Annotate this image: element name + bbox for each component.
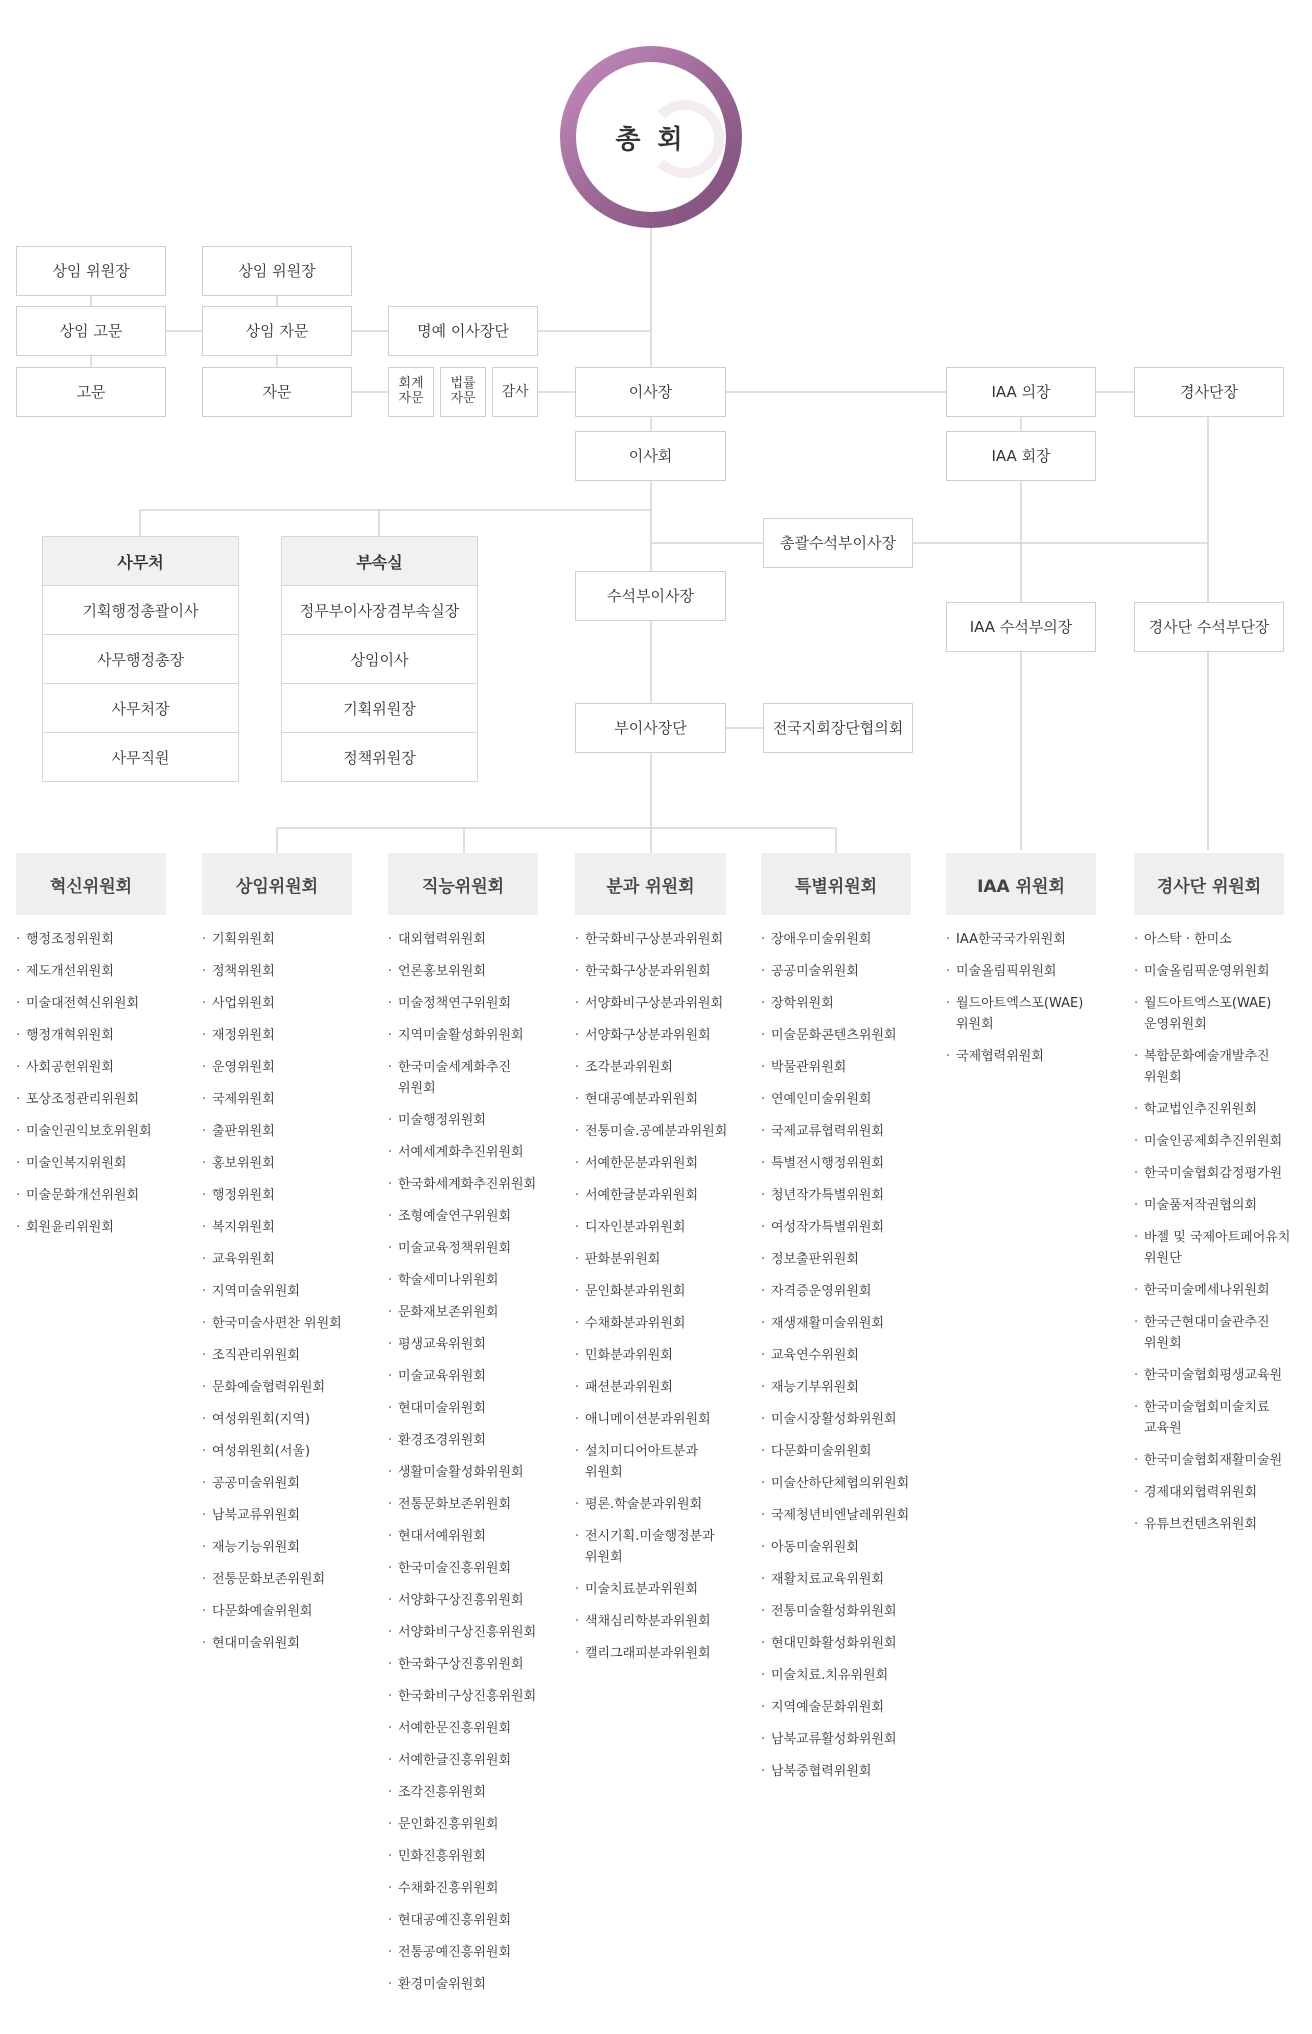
committee-list-item: · 남북중협력위원회 bbox=[761, 1761, 921, 1782]
committee-list-item: · 서양화비구상진흥위원회 bbox=[388, 1622, 548, 1643]
committee-list-standing bbox=[202, 929, 362, 1665]
committee-list-item: · 미술문화콘텐츠위원회 bbox=[761, 1025, 921, 1046]
committee-list-item: · 한국미술협회재활미술원 bbox=[1134, 1450, 1294, 1471]
committee-list-item: · 정보출판위원회 bbox=[761, 1249, 921, 1270]
committee-list-item: · 서예한문진흥위원회 bbox=[388, 1718, 548, 1739]
committee-list-item: · 미술치료.치유위원회 bbox=[761, 1665, 921, 1686]
committee-list-item: · 여성위원회(서울) bbox=[202, 1441, 362, 1462]
committee-list-item: · IAA한국국가위원회 bbox=[946, 929, 1106, 950]
committee-list-item: · 행정조정위원회 bbox=[16, 929, 176, 950]
committee-list-item: · 한국화세계화추진위원회 bbox=[388, 1174, 548, 1195]
committee-list-item: · 한국화구상분과위원회 bbox=[575, 961, 735, 982]
secretariat-item: 사무처장 bbox=[42, 683, 239, 733]
committee-list-item: · 미술행정위원회 bbox=[388, 1110, 548, 1131]
committee-list-item: · 홍보위원회 bbox=[202, 1153, 362, 1174]
committee-list-item: · 미술교육정책위원회 bbox=[388, 1238, 548, 1259]
committee-list-item: · 한국미술세계화추진 위원회 bbox=[388, 1057, 548, 1099]
committee-list-item: · 설치미디어아트분과 위원회 bbox=[575, 1441, 735, 1483]
accounting-consult-box: 회계 자문 bbox=[388, 367, 434, 417]
affiliate-office-item: 기획위원장 bbox=[281, 683, 478, 733]
committee-list-item: · 경제대외협력위원회 bbox=[1134, 1482, 1294, 1503]
committee-list-item: · 지역예술문화위원회 bbox=[761, 1697, 921, 1718]
committee-list-item: · 민화진흥위원회 bbox=[388, 1846, 548, 1867]
audit-box: 감사 bbox=[492, 367, 538, 417]
general-assembly-inner bbox=[576, 62, 726, 212]
committee-list-item: · 미술시장활성화위원회 bbox=[761, 1409, 921, 1430]
committee-list-item: · 재활치료교육위원회 bbox=[761, 1569, 921, 1590]
committee-list-item: · 문인화분과위원회 bbox=[575, 1281, 735, 1302]
secretariat-title: 사무처 bbox=[42, 536, 239, 586]
committee-list-item: · 미술문화개선위원회 bbox=[16, 1185, 176, 1206]
committee-list-item: · 언론홍보위원회 bbox=[388, 961, 548, 982]
committee-list-item: · 패션분과위원회 bbox=[575, 1377, 735, 1398]
affiliate-office-item: 정책위원장 bbox=[281, 732, 478, 782]
committee-list-item: · 제도개선위원회 bbox=[16, 961, 176, 982]
committee-list-item: · 대외협력위원회 bbox=[388, 929, 548, 950]
honorary-board-box: 명예 이사장단 bbox=[388, 306, 538, 356]
committee-list-item: · 수채화분과위원회 bbox=[575, 1313, 735, 1334]
committee-header-inspection: 경사단 위원회 bbox=[1134, 853, 1284, 915]
committee-list-item: · 전시기획.미술행정분과 위원회 bbox=[575, 1526, 735, 1568]
committee-list-item: · 공공미술위원회 bbox=[761, 961, 921, 982]
committee-list-item: · 연예인미술위원회 bbox=[761, 1089, 921, 1110]
committee-list-item: · 한국근현대미술관추진 위원회 bbox=[1134, 1312, 1294, 1354]
committee-list-item: · 출판위원회 bbox=[202, 1121, 362, 1142]
committee-list-special bbox=[761, 929, 921, 1793]
committee-list-item: · 조형예술연구위원회 bbox=[388, 1206, 548, 1227]
committee-list-item: · 월드아트엑스포(WAE) 운영위원회 bbox=[1134, 993, 1294, 1035]
committee-list-item: · 현대공예진흥위원회 bbox=[388, 1910, 548, 1931]
committee-list-item: · 미술정책연구위원회 bbox=[388, 993, 548, 1014]
committee-list-item: · 판화분위원회 bbox=[575, 1249, 735, 1270]
committee-list-item: · 행정위원회 bbox=[202, 1185, 362, 1206]
affiliate-office-item: 정무부이사장겸부속실장 bbox=[281, 585, 478, 635]
committee-header-standing: 상임위원회 bbox=[202, 853, 352, 915]
committee-list-item: · 아스탁 · 한미소 bbox=[1134, 929, 1294, 950]
committee-list-item: · 포상조정관리위원회 bbox=[16, 1089, 176, 1110]
committee-list-item: · 전통문화보존위원회 bbox=[388, 1494, 548, 1515]
committee-list-professional bbox=[388, 929, 548, 2006]
committee-header-professional: 직능위원회 bbox=[388, 853, 538, 915]
committee-list-item: · 현대공예분과위원회 bbox=[575, 1089, 735, 1110]
legal-consult-box: 법률 자문 bbox=[440, 367, 486, 417]
standing-advisor-box: 상임 고문 bbox=[16, 306, 166, 356]
regional-council-box: 전국지회장단협의회 bbox=[763, 703, 913, 753]
committee-list-item: · 복지위원회 bbox=[202, 1217, 362, 1238]
committee-list-item: · 정책위원회 bbox=[202, 961, 362, 982]
iaa-senior-vp-box: IAA 수석부의장 bbox=[946, 602, 1096, 652]
committee-list-item: · 다문화미술위원회 bbox=[761, 1441, 921, 1462]
committee-list-item: · 서예한문분과위원회 bbox=[575, 1153, 735, 1174]
committee-list-item: · 조각분과위원회 bbox=[575, 1057, 735, 1078]
inspection-head-box: 경사단장 bbox=[1134, 367, 1284, 417]
secretariat-item: 사무행정총장 bbox=[42, 634, 239, 684]
committee-list-item: · 전통미술활성화위원회 bbox=[761, 1601, 921, 1622]
committee-list-item: · 재능기부위원회 bbox=[761, 1377, 921, 1398]
committee-list-item: · 국제위원회 bbox=[202, 1089, 362, 1110]
committee-list-item: · 애니메이션분과위원회 bbox=[575, 1409, 735, 1430]
committee-list-item: · 한국화비구상진흥위원회 bbox=[388, 1686, 548, 1707]
committee-list-item: · 여성작가특별위원회 bbox=[761, 1217, 921, 1238]
committee-list-item: · 지역미술활성화위원회 bbox=[388, 1025, 548, 1046]
committee-list-item: · 남북교류활성화위원회 bbox=[761, 1729, 921, 1750]
committee-header-iaa: IAA 위원회 bbox=[946, 853, 1096, 915]
committee-list-item: · 한국미술협회평생교육원 bbox=[1134, 1365, 1294, 1386]
committee-list-item: · 행정개혁위원회 bbox=[16, 1025, 176, 1046]
committee-list-item: · 현대미술위원회 bbox=[202, 1633, 362, 1654]
committee-list-item: · 미술교육위원회 bbox=[388, 1366, 548, 1387]
committee-list-item: · 공공미술위원회 bbox=[202, 1473, 362, 1494]
committee-list-item: · 박물관위원회 bbox=[761, 1057, 921, 1078]
committee-list-item: · 문화재보존위원회 bbox=[388, 1302, 548, 1323]
committee-list-item: · 민화분과위원회 bbox=[575, 1345, 735, 1366]
committee-list-item: · 조직관리위원회 bbox=[202, 1345, 362, 1366]
committee-list-item: · 서양화구상진흥위원회 bbox=[388, 1590, 548, 1611]
committee-list-item: · 생활미술활성화위원회 bbox=[388, 1462, 548, 1483]
committee-list-item: · 회원윤리위원회 bbox=[16, 1217, 176, 1238]
committee-list-item: · 색채심리학분과위원회 bbox=[575, 1611, 735, 1632]
committee-list-item: · 국제교류협력위원회 bbox=[761, 1121, 921, 1142]
committee-list-item: · 월드아트엑스포(WAE) 위원회 bbox=[946, 993, 1106, 1035]
committee-list-item: · 아동미술위원회 bbox=[761, 1537, 921, 1558]
committee-list-item: · 한국미술협회감정평가원 bbox=[1134, 1163, 1294, 1184]
committee-list-item: · 한국미술협회미술치료 교육원 bbox=[1134, 1397, 1294, 1439]
committee-list-item: · 미술인공제회추진위원회 bbox=[1134, 1131, 1294, 1152]
committee-list-item: · 미술올림픽위원회 bbox=[946, 961, 1106, 982]
committee-header-special: 특별위원회 bbox=[761, 853, 911, 915]
board-box: 이사회 bbox=[575, 431, 726, 481]
committee-list-item: · 서예세계화추진위원회 bbox=[388, 1142, 548, 1163]
committee-list-item: · 평론.학술분과위원회 bbox=[575, 1494, 735, 1515]
committee-list-item: · 교육위원회 bbox=[202, 1249, 362, 1270]
chairman-box: 이사장 bbox=[575, 367, 726, 417]
committee-list-item: · 문인화진흥위원회 bbox=[388, 1814, 548, 1835]
affiliate-office-item: 상임이사 bbox=[281, 634, 478, 684]
committee-list-item: · 유튜브컨텐츠위원회 bbox=[1134, 1514, 1294, 1535]
committee-list-item: · 재능기능위원회 bbox=[202, 1537, 362, 1558]
committee-list-inspection bbox=[1134, 929, 1294, 1546]
committee-list-item: · 장애우미술위원회 bbox=[761, 929, 921, 950]
committee-list-item: · 지역미술위원회 bbox=[202, 1281, 362, 1302]
committee-list-item: · 전통미술.공예분과위원회 bbox=[575, 1121, 735, 1142]
standing-consult-box: 상임 자문 bbox=[202, 306, 352, 356]
committee-list-item: · 남북교류위원회 bbox=[202, 1505, 362, 1526]
committee-list-item: · 한국화구상진흥위원회 bbox=[388, 1654, 548, 1675]
committee-list-item: · 서예한글진흥위원회 bbox=[388, 1750, 548, 1771]
general-assembly-node bbox=[560, 46, 742, 228]
committee-list-item: · 바젤 및 국제아트페어유치 위원단 bbox=[1134, 1227, 1294, 1269]
committee-list-item: · 한국미술진흥위원회 bbox=[388, 1558, 548, 1579]
committee-list-item: · 미술치료분과위원회 bbox=[575, 1579, 735, 1600]
committee-list-item: · 미술인권익보호위원회 bbox=[16, 1121, 176, 1142]
secretariat-item: 기획행정총괄이사 bbox=[42, 585, 239, 635]
committee-list-item: · 사회공헌위원회 bbox=[16, 1057, 176, 1078]
committee-list-item: · 디자인분과위원회 bbox=[575, 1217, 735, 1238]
committee-list-item: · 학교법인추진위원회 bbox=[1134, 1099, 1294, 1120]
committee-list-item: · 미술대전혁신위원회 bbox=[16, 993, 176, 1014]
general-senior-vp-box: 총괄수석부이사장 bbox=[763, 518, 913, 568]
inspection-senior-vp-box: 경사단 수석부단장 bbox=[1134, 602, 1284, 652]
committee-list-iaa bbox=[946, 929, 1106, 1078]
affiliate-office-title: 부속실 bbox=[281, 536, 478, 586]
committee-list-item: · 전통공예진흥위원회 bbox=[388, 1942, 548, 1963]
secretariat-item: 사무직원 bbox=[42, 732, 239, 782]
advisor-box: 고문 bbox=[16, 367, 166, 417]
committee-list-item: · 평생교육위원회 bbox=[388, 1334, 548, 1355]
vp-group-box: 부이사장단 bbox=[575, 703, 726, 753]
committee-list-item: · 현대민화활성화위원회 bbox=[761, 1633, 921, 1654]
committee-list-item: · 교육연수위원회 bbox=[761, 1345, 921, 1366]
committee-list-item: · 기획위원회 bbox=[202, 929, 362, 950]
committee-list-item: · 청년작가특별위원회 bbox=[761, 1185, 921, 1206]
committee-list-item: · 운영위원회 bbox=[202, 1057, 362, 1078]
committee-list-division bbox=[575, 929, 735, 1675]
committee-list-item: · 문화예술협력위원회 bbox=[202, 1377, 362, 1398]
committee-list-item: · 학술세미나위원회 bbox=[388, 1270, 548, 1291]
committee-list-item: · 수채화진흥위원회 bbox=[388, 1878, 548, 1899]
committee-list-item: · 미술올림픽운영위원회 bbox=[1134, 961, 1294, 982]
committee-list-item: · 미술품저작권협의회 bbox=[1134, 1195, 1294, 1216]
committee-list-innovation bbox=[16, 929, 176, 1249]
committee-list-item: · 서예한글분과위원회 bbox=[575, 1185, 735, 1206]
consult-box: 자문 bbox=[202, 367, 352, 417]
committee-list-item: · 한국미술사편찬 위원회 bbox=[202, 1313, 362, 1334]
committee-list-item: · 조각진흥위원회 bbox=[388, 1782, 548, 1803]
iaa-president-box: IAA 회장 bbox=[946, 431, 1096, 481]
committee-list-item: · 국제협력위원회 bbox=[946, 1046, 1106, 1067]
committee-list-item: · 환경조경위원회 bbox=[388, 1430, 548, 1451]
committee-list-item: · 재생재활미술위원회 bbox=[761, 1313, 921, 1334]
committee-list-item: · 현대서예위원회 bbox=[388, 1526, 548, 1547]
committee-list-item: · 재정위원회 bbox=[202, 1025, 362, 1046]
committee-list-item: · 복합문화예술개발추진 위원회 bbox=[1134, 1046, 1294, 1088]
committee-list-item: · 사업위원회 bbox=[202, 993, 362, 1014]
committee-list-item: · 캘리그래피분과위원회 bbox=[575, 1643, 735, 1664]
committee-list-item: · 미술산하단체협의위원회 bbox=[761, 1473, 921, 1494]
committee-list-item: · 장학위원회 bbox=[761, 993, 921, 1014]
committee-list-item: · 환경미술위원회 bbox=[388, 1974, 548, 1995]
iaa-chair-box: IAA 의장 bbox=[946, 367, 1096, 417]
committee-list-item: · 특별전시행정위원회 bbox=[761, 1153, 921, 1174]
committee-list-item: · 현대미술위원회 bbox=[388, 1398, 548, 1419]
committee-list-item: · 서양화비구상분과위원회 bbox=[575, 993, 735, 1014]
committee-list-item: · 전통문화보존위원회 bbox=[202, 1569, 362, 1590]
senior-vp-box: 수석부이사장 bbox=[575, 571, 726, 621]
committee-list-item: · 국제청년비엔날레위원회 bbox=[761, 1505, 921, 1526]
committee-list-item: · 다문화예술위원회 bbox=[202, 1601, 362, 1622]
committee-list-item: · 한국화비구상분과위원회 bbox=[575, 929, 735, 950]
standing-chair-box-1: 상임 위원장 bbox=[16, 246, 166, 296]
committee-list-item: · 자격증운영위원회 bbox=[761, 1281, 921, 1302]
standing-chair-box-2: 상임 위원장 bbox=[202, 246, 352, 296]
general-assembly-label: 총 회 bbox=[615, 124, 687, 155]
committee-list-item: · 서양화구상분과위원회 bbox=[575, 1025, 735, 1046]
committee-list-item: · 미술인복지위원회 bbox=[16, 1153, 176, 1174]
committee-list-item: · 한국미술메세나위원회 bbox=[1134, 1280, 1294, 1301]
committee-list-item: · 여성위원회(지역) bbox=[202, 1409, 362, 1430]
committee-header-innovation: 혁신위원회 bbox=[16, 853, 166, 915]
committee-header-division: 분과 위원회 bbox=[575, 853, 726, 915]
